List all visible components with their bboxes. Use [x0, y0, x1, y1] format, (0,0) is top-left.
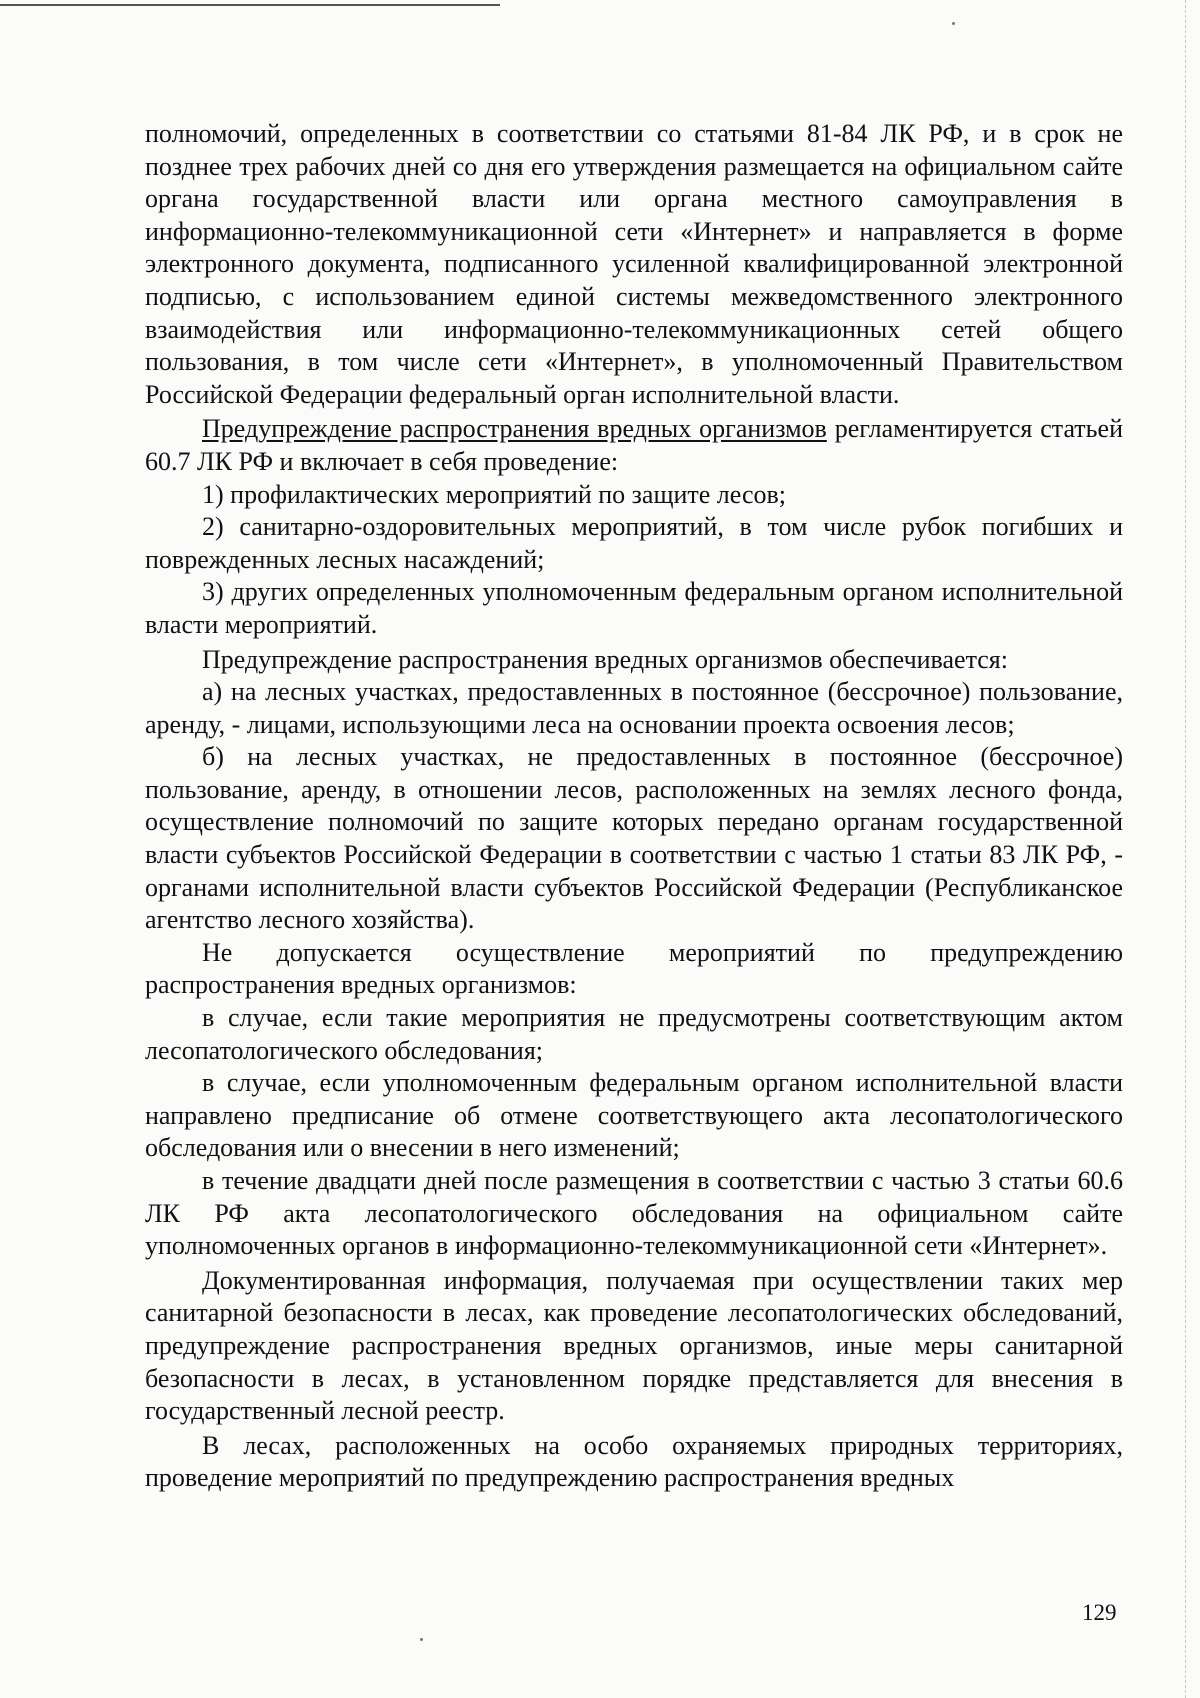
paragraph-text: регламентируется статьей 60.7 ЛК РФ и включает в себя проведение:: [145, 414, 1123, 476]
paragraph-protected-areas: [145, 1430, 1123, 1495]
page-number: 129: [1082, 1600, 1117, 1625]
underlined-heading: Предупреждение распространения вредных организмов: [202, 414, 827, 444]
list-item-2: [145, 511, 1123, 576]
paragraph-text: полномочий, определенных в соответствии со статьями 81-84 ЛК РФ, и в срок не позднее трех рабочих дней со дня его утверждения размещается на официальном сайте органа государственной власти или органа местного самоуправления в информационно-телекоммуникационной сети «Интернет» и направляется в форме электронного документа, подписанного усиленной квалифицированной электронной подписью, с использованием единой системы межведомственного электронного взаимодействия или информационно-телекоммуникационных сетей общего пользования, в том числе сети «Интернет», в уполномоченный Правительством Российской Федерации федеральный орган исполнительной власти.: [145, 119, 1123, 409]
list-item-case-1: [145, 1002, 1123, 1067]
document-body: [145, 118, 1123, 1495]
list-item-3: [145, 576, 1123, 641]
paragraph-text: Не допускается осуществление мероприятий по предупреждению распространения вредных организмов:: [145, 937, 1123, 1000]
scan-speck: [420, 1638, 423, 1641]
scan-edge-mark: [1185, 0, 1186, 1698]
list-item-text: в случае, если такие мероприятия не предусмотрены соответствующим актом лесопатологического обследования;: [145, 1003, 1123, 1065]
paragraph-text: В лесах, расположенных на особо охраняемых природных территориях, проведение мероприятий по предупреждению распространения вредных: [145, 1430, 1123, 1493]
paragraph-prevention-intro: [145, 413, 1123, 478]
list-item-b: [145, 741, 1123, 937]
paragraph-text: Документированная информация, получаемая при осуществлении таких мер санитарной безопасности в лесах, как проведение лесопатологических обследований, предупреждение распространения вредных организмов, иные меры санитарной безопасности в лесах, в установленном порядке представляется для внесения в государственный лесной реестр.: [145, 1265, 1123, 1426]
scan-border-line: [0, 4, 500, 6]
list-item-text: 3) других определенных уполномоченным федеральным органом исполнительной власти мероприятий.: [145, 577, 1123, 639]
list-item-text: 2) санитарно-оздоровительных мероприятий, в том числе рубок погибших и поврежденных лесных насаждений;: [145, 512, 1123, 574]
paragraph-rights-continuation: [145, 118, 1123, 411]
list-item-text: а) на лесных участках, предоставленных в постоянное (бессрочное) пользование, аренду, - лицами, использующими леса на основании проекта освоения лесов;: [145, 677, 1123, 739]
list-item-text: б) на лесных участках, не предоставленных в постоянное (бессрочное) пользование, аренду, в отношении лесов, расположенных на землях лесного фонда, осуществление полномочий по защите которых передано органам государственной власти субъектов Российской Федерации в соответствии с частью 1 статьи 83 ЛК РФ, - органами исполнительной власти субъектов Российской Федерации (Республиканское агентство лесного хозяйства).: [145, 742, 1123, 935]
scan-speck: [952, 22, 955, 25]
list-item-case-2: [145, 1067, 1123, 1165]
paragraph-text: Предупреждение распространения вредных организмов обеспечивается:: [202, 644, 1008, 674]
paragraph-not-allowed: [145, 937, 1123, 1002]
paragraph-provided-by: [145, 644, 1123, 677]
list-item-a: [145, 676, 1123, 741]
list-item-case-3: [145, 1165, 1123, 1263]
paragraph-documented-info: [145, 1265, 1123, 1428]
list-item-1: [145, 479, 1123, 512]
list-item-text: в течение двадцати дней после размещения в соответствии с частью 3 статьи 60.6 ЛК РФ акта лесопатологического обследования на официальном сайте уполномоченных органов в информационно-телекоммуникационной сети «Интернет».: [145, 1166, 1123, 1261]
list-item-text: в случае, если уполномоченным федеральным органом исполнительной власти направлено предписание об отмене соответствующего акта лесопатологического обследования или о внесении в него изменений;: [145, 1068, 1123, 1163]
list-item-text: 1) профилактических мероприятий по защите лесов;: [202, 479, 786, 509]
